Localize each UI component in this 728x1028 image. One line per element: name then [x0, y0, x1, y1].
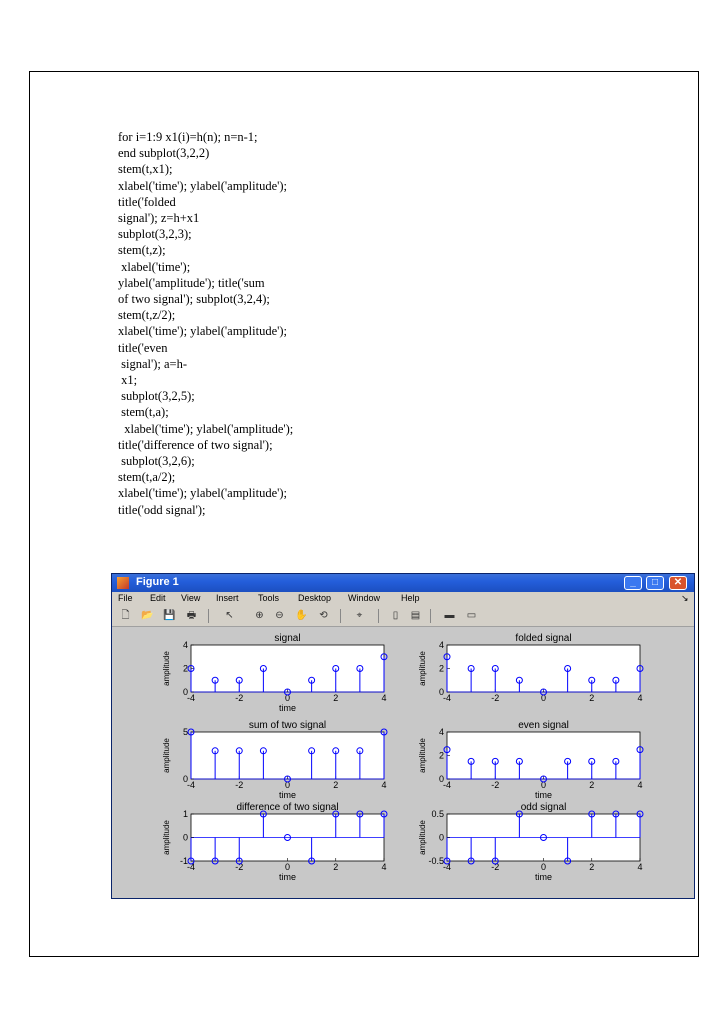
- x-axis-label: time: [278, 703, 297, 713]
- subplot-title: signal: [274, 633, 301, 644]
- code-line: xlabel('time'); ylabel('amplitude');: [118, 421, 294, 436]
- figure-toolbar: [112, 606, 694, 627]
- edit-plot-arrow-icon[interactable]: ↖: [225, 610, 234, 621]
- x-tick-label: 4: [637, 693, 643, 703]
- toolbar-separator: [340, 609, 341, 623]
- y-tick-label: 0: [438, 774, 444, 784]
- hide-plot-tools-icon[interactable]: ▬: [444, 610, 455, 621]
- y-axis-label: amplitude: [162, 651, 171, 686]
- figure-window: [111, 573, 695, 899]
- code-line: stem(t,x1);: [118, 162, 173, 177]
- y-tick-label: 0: [438, 832, 444, 843]
- x-axis-label: time: [278, 790, 297, 800]
- x-tick-label: -4: [186, 862, 196, 872]
- x-tick-label: 2: [333, 862, 339, 872]
- print-icon[interactable]: 🖶: [186, 610, 197, 621]
- y-axis-label: amplitude: [162, 738, 171, 773]
- legend-icon[interactable]: ▤: [410, 610, 421, 621]
- axes-box: [191, 732, 384, 779]
- y-tick-label: -1: [179, 856, 188, 866]
- x-tick-label: 0: [540, 780, 547, 790]
- x-tick-label: 4: [381, 693, 387, 703]
- show-plot-tools-icon[interactable]: ▭: [466, 610, 477, 621]
- matlab-code-listing: [118, 129, 498, 518]
- subplot-title: even signal: [518, 720, 569, 731]
- window-title: Figure 1: [136, 576, 179, 588]
- save-icon[interactable]: 💾: [163, 610, 176, 621]
- x-tick-label: 2: [589, 780, 595, 790]
- x-axis-label: time: [534, 872, 553, 882]
- subplot-title: folded signal: [515, 633, 572, 644]
- code-line: stem(t,z);: [118, 243, 166, 258]
- menu-tools[interactable]: Tools: [258, 593, 280, 603]
- y-axis-label: amplitude: [162, 820, 171, 855]
- menu-file[interactable]: File: [118, 593, 133, 603]
- maximize-button[interactable]: □: [646, 576, 664, 590]
- code-line: xlabel('time'); ylabel('amplitude');: [118, 178, 288, 193]
- code-line: stem(t,a);: [118, 405, 169, 420]
- code-line: title('odd signal');: [118, 502, 206, 517]
- x-tick-label: -4: [442, 693, 452, 703]
- y-axis-label: amplitude: [418, 820, 427, 855]
- y-tick-label: 0: [182, 687, 188, 697]
- code-line: stem(t,a/2);: [118, 470, 176, 485]
- toolbar-separator: [430, 609, 431, 623]
- toolbar-separator: [378, 609, 379, 623]
- menu-help[interactable]: Help: [401, 593, 420, 603]
- code-line: subplot(3,2,3);: [118, 227, 192, 242]
- y-tick-label: 2: [438, 750, 444, 761]
- x-tick-label: 2: [589, 862, 595, 872]
- open-file-icon[interactable]: 📂: [141, 610, 154, 621]
- y-axis-label: amplitude: [418, 651, 427, 686]
- x-tick-label: 4: [381, 780, 387, 790]
- y-tick-label: -0.5: [428, 856, 444, 866]
- code-line: signal'); a=h-: [118, 356, 188, 371]
- y-tick-label: 5: [182, 727, 188, 737]
- code-line: ylabel('amplitude'); title('sum: [118, 275, 265, 290]
- menu-desktop[interactable]: Desktop: [298, 593, 332, 603]
- figure-canvas: [112, 627, 694, 898]
- data-cursor-icon[interactable]: ⌖: [356, 610, 363, 621]
- x-tick-label: 4: [637, 780, 643, 790]
- x-tick-label: -4: [442, 862, 452, 872]
- y-tick-label: 4: [438, 727, 444, 737]
- x-tick-label: -2: [235, 862, 244, 872]
- menu-edit[interactable]: Edit: [150, 593, 166, 603]
- x-tick-label: 2: [333, 693, 339, 703]
- zoom-out-icon[interactable]: ⊖: [275, 610, 284, 621]
- x-tick-label: 4: [381, 862, 387, 872]
- colorbar-icon[interactable]: ▯: [392, 610, 399, 621]
- x-axis-label: time: [278, 872, 297, 882]
- zoom-in-icon[interactable]: ⊕: [255, 610, 264, 621]
- code-line: xlabel('time'); ylabel('amplitude');: [118, 486, 288, 501]
- code-line: x1;: [118, 373, 138, 388]
- x-tick-label: 2: [589, 693, 595, 703]
- axes-box: [191, 645, 384, 692]
- code-line: subplot(3,2,6);: [118, 454, 195, 469]
- x-tick-label: -4: [186, 693, 196, 703]
- y-axis-label: amplitude: [418, 738, 427, 773]
- code-line: subplot(3,2,5);: [118, 389, 195, 404]
- x-tick-label: -4: [186, 780, 196, 790]
- x-tick-label: 0: [284, 693, 291, 703]
- matlab-icon: [117, 577, 129, 589]
- code-line: stem(t,z/2);: [118, 308, 176, 323]
- menu-insert[interactable]: Insert: [216, 593, 239, 603]
- x-tick-label: 2: [333, 780, 339, 790]
- x-tick-label: -4: [442, 780, 452, 790]
- x-tick-label: 0: [540, 862, 547, 872]
- y-tick-label: 4: [182, 640, 188, 650]
- minimize-button[interactable]: _: [624, 576, 642, 590]
- x-tick-label: 4: [637, 862, 643, 872]
- code-line: xlabel('time'); ylabel('amplitude');: [118, 324, 288, 339]
- y-tick-label: 1: [182, 809, 188, 819]
- code-line: signal'); z=h+x1: [118, 211, 200, 226]
- y-tick-label: 0.5: [431, 809, 444, 819]
- y-tick-label: 0: [182, 832, 188, 843]
- window-titlebar[interactable]: [112, 574, 694, 592]
- subplot-title: difference of two signal: [236, 802, 339, 813]
- axes-box: [447, 645, 640, 692]
- close-button[interactable]: ✕: [669, 576, 687, 590]
- menu-window[interactable]: Window: [348, 593, 381, 603]
- code-line: title('even: [118, 340, 168, 355]
- code-line: xlabel('time');: [118, 259, 191, 274]
- menu-dock-arrow-icon[interactable]: ↘: [681, 593, 689, 603]
- x-tick-label: -2: [491, 780, 500, 790]
- x-tick-label: 0: [540, 693, 547, 703]
- menu-bar: [112, 592, 694, 606]
- code-line: of two signal'); subplot(3,2,4);: [118, 292, 270, 307]
- x-tick-label: -2: [235, 780, 244, 790]
- code-line: title('difference of two signal');: [118, 437, 273, 452]
- code-line: end subplot(3,2,2): [118, 146, 210, 161]
- y-tick-label: 0: [438, 687, 444, 697]
- y-tick-label: 2: [182, 663, 188, 674]
- x-tick-label: 0: [284, 862, 291, 872]
- subplot-grid: [112, 627, 694, 898]
- x-axis-label: time: [534, 790, 553, 800]
- y-tick-label: 2: [438, 663, 444, 674]
- subplot-title: odd signal: [520, 802, 567, 813]
- new-figure-icon[interactable]: 🗋: [121, 610, 130, 621]
- menu-view[interactable]: View: [181, 593, 201, 603]
- x-tick-label: -2: [235, 693, 244, 703]
- y-tick-label: 0: [182, 774, 188, 784]
- y-tick-label: 4: [438, 640, 444, 650]
- pan-hand-icon[interactable]: ✋: [295, 610, 308, 621]
- rotate-3d-icon[interactable]: ⟲: [319, 610, 328, 621]
- x-tick-label: -2: [491, 693, 500, 703]
- code-line: title('folded: [118, 194, 176, 209]
- toolbar-separator: [208, 609, 209, 623]
- x-tick-label: -2: [491, 862, 500, 872]
- x-tick-label: 0: [284, 780, 291, 790]
- subplot-title: sum of two signal: [248, 720, 327, 731]
- axes-box: [447, 732, 640, 779]
- code-line: for i=1:9 x1(i)=h(n); n=n-1;: [118, 130, 258, 144]
